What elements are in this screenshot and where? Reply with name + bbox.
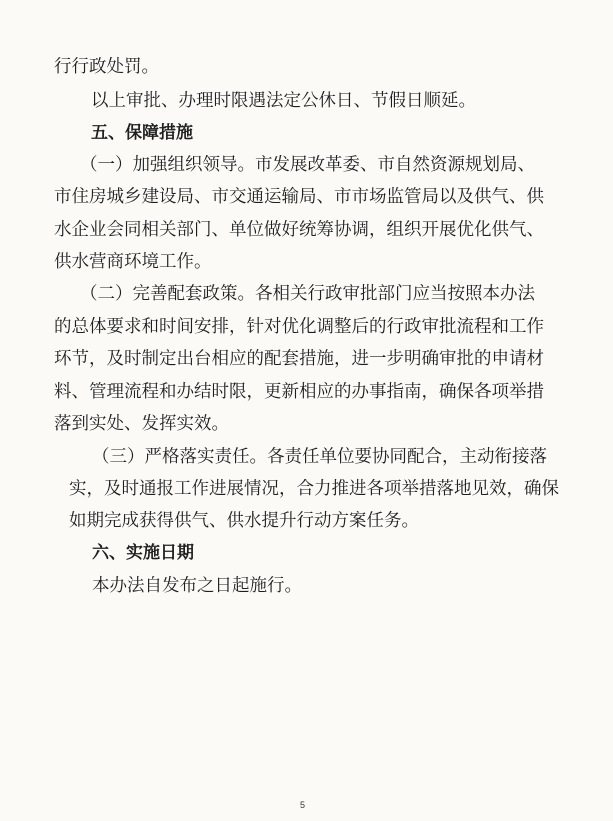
text-line: （二）完善配套政策。各相关行政审批部门应当按照本办法 [80, 284, 535, 304]
text-line: （三）严格落实责任。各责任单位要协同配合，主动衔接落 [92, 447, 547, 467]
text-line: 如期完成获得供气、供水提升行动方案任务。 [69, 511, 419, 531]
text-line: 行行政处罚。 [54, 57, 159, 77]
text-line: 供水营商环境工作。 [54, 252, 212, 272]
text-line: 市住房城乡建设局、市交通运输局、市市场监管局以及供气、供 [54, 187, 544, 207]
text-line: 的总体要求和时间安排，针对优化调整后的行政审批流程和工作 [54, 317, 544, 337]
text-line: 本办法自发布之日起施行。 [92, 576, 302, 596]
text-line: 实，及时通报工作进展情况，合力推进各项举措落地见效，确保 [69, 479, 559, 499]
text-line: 水企业会同相关部门、单位做好统筹协调，组织开展优化供气、 [54, 220, 544, 240]
text-line: 落到实处、发挥实效。 [54, 414, 229, 434]
text-line: 以上审批、办理时限遇法定公休日、节假日顺延。 [91, 91, 476, 111]
section-heading: 六、实施日期 [92, 543, 194, 563]
text-line: 环节，及时制定出台相应的配套措施，进一步明确审批的申请材 [54, 349, 544, 369]
section-heading: 五、保障措施 [91, 123, 193, 143]
text-line: （一）加强组织领导。市发展改革委、市自然资源规划局、 [80, 155, 535, 175]
text-line: 料、管理流程和办结时限，更新相应的办事指南，确保各项举措 [54, 382, 544, 402]
page-number: 5 [300, 800, 306, 810]
